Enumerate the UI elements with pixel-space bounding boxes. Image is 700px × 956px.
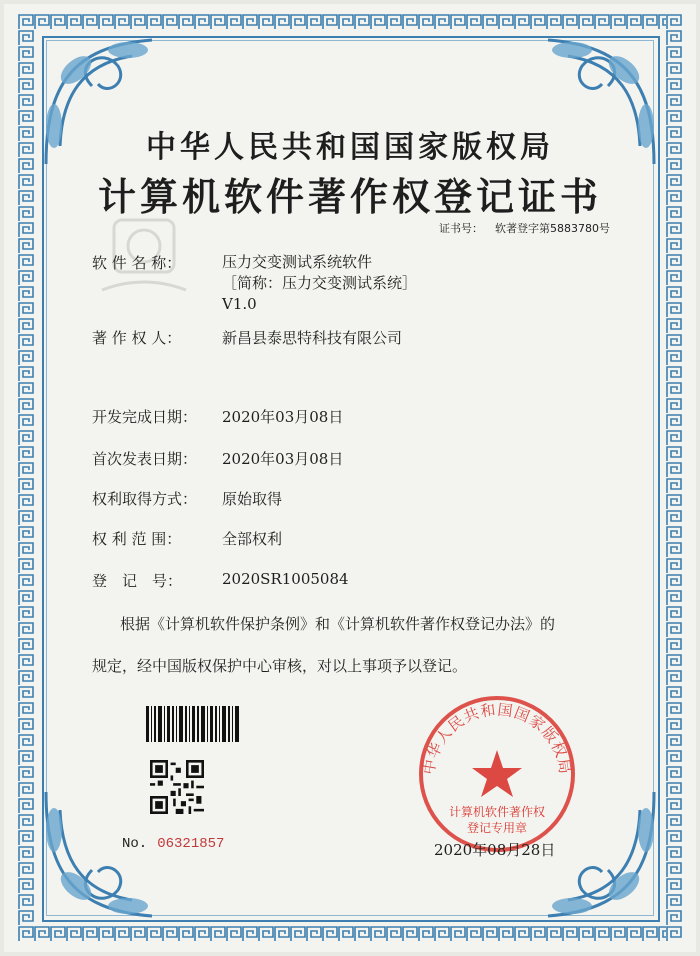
- certificate-number-label: 证书号：: [439, 222, 483, 235]
- issue-date: 2020年08月28日: [434, 841, 556, 859]
- serial-value: 06321857: [157, 836, 225, 852]
- scope-label: 权 利 范 围：: [92, 530, 182, 548]
- acquire-value: 原始取得: [222, 490, 283, 508]
- certificate-number-value: 软著登字第5883780号: [495, 222, 610, 235]
- pub-date-value: 2020年03月08日: [222, 450, 344, 468]
- legal-basis-line1: 根据《计算机软件保护条例》和《计算机软件著作权登记办法》的: [120, 615, 556, 633]
- legal-basis-line2: 规定，经中国版权保护中心审核，对以上事项予以登记。: [92, 657, 468, 675]
- acquire-label: 权利取得方式：: [92, 490, 198, 508]
- owner-label: 著 作 权 人：: [92, 329, 182, 347]
- certificate-title: 计算机软件著作权登记证书: [97, 174, 602, 219]
- certificate-number: [439, 220, 610, 236]
- serial-number: [122, 836, 224, 852]
- issuing-authority: 中华人民共和国国家版权局: [146, 130, 554, 165]
- software-name: 压力交变测试系统软件: [222, 253, 373, 271]
- pub-date-label: 首次发表日期：: [92, 450, 198, 468]
- dev-date-label: 开发完成日期：: [92, 408, 198, 426]
- owner-value: 新昌县泰思特科技有限公司: [222, 329, 403, 347]
- seal-line2: 登记专用章: [466, 821, 528, 835]
- software-name-label: 软 件 名 称：: [92, 254, 182, 272]
- seal-line1: 计算机软件著作权: [448, 805, 546, 819]
- qr-code-icon: [150, 760, 204, 814]
- reg-no-label: 登 记 号：: [92, 572, 183, 590]
- seal-arc-text: 中华人民共和国国家版权局: [419, 700, 575, 776]
- serial-label: No.: [122, 836, 148, 852]
- official-seal: [410, 692, 584, 852]
- software-short-name: ［简称：压力交变测试系统］: [222, 274, 418, 292]
- barcode-icon: [146, 706, 240, 742]
- seal-star-icon: [472, 750, 522, 797]
- reg-no-value: 2020SR1005084: [222, 570, 349, 588]
- software-version: V1.0: [222, 295, 257, 313]
- certificate: [4, 4, 696, 952]
- scope-value: 全部权利: [222, 530, 283, 548]
- dev-date-value: 2020年03月08日: [222, 408, 344, 426]
